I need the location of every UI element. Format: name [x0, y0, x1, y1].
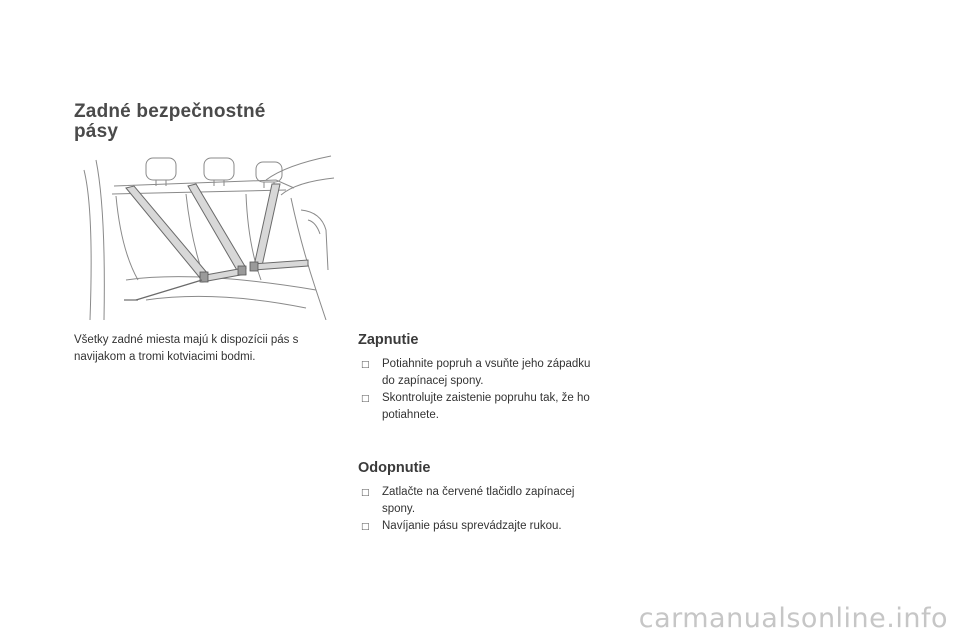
list-item: □ Potiahnite popruh a vsuňte jeho západku do zapínacej spony.: [361, 358, 591, 387]
intro-line-2: navijakom a tromi kotviacimi bodmi.: [74, 351, 256, 363]
zapnutie-heading: Zapnutie: [358, 332, 419, 348]
list-item: □ Skontrolujte zaistenie popruhu tak, že ho potiahnete.: [361, 392, 590, 421]
watermark: carmanualsonline.info: [638, 603, 948, 634]
page-title-line-2: pásy: [74, 121, 119, 142]
intro-line-1: Všetky zadné miesta majú k dispozícii pás s: [74, 334, 299, 346]
odopnutie-list: [358, 484, 618, 535]
intro-text: [74, 332, 344, 366]
list-item: □ Zatlačte na červené tlačidlo zapínacej spony.: [361, 486, 575, 515]
rear-seatbelts-illustration: [76, 150, 338, 320]
page-title-line-1: Zadné bezpečnostné: [74, 101, 266, 122]
checkbox-bullet-icon: □: [361, 488, 370, 498]
checkbox-bullet-icon: □: [361, 394, 370, 404]
page-title: [74, 102, 314, 142]
list-item: □ Navíjanie pásu sprevádzajte rukou.: [358, 518, 618, 535]
checkbox-bullet-icon: □: [361, 522, 370, 532]
checkbox-bullet-icon: □: [361, 360, 370, 370]
zapnutie-list: [358, 356, 618, 424]
odopnutie-heading: Odopnutie: [358, 460, 431, 476]
